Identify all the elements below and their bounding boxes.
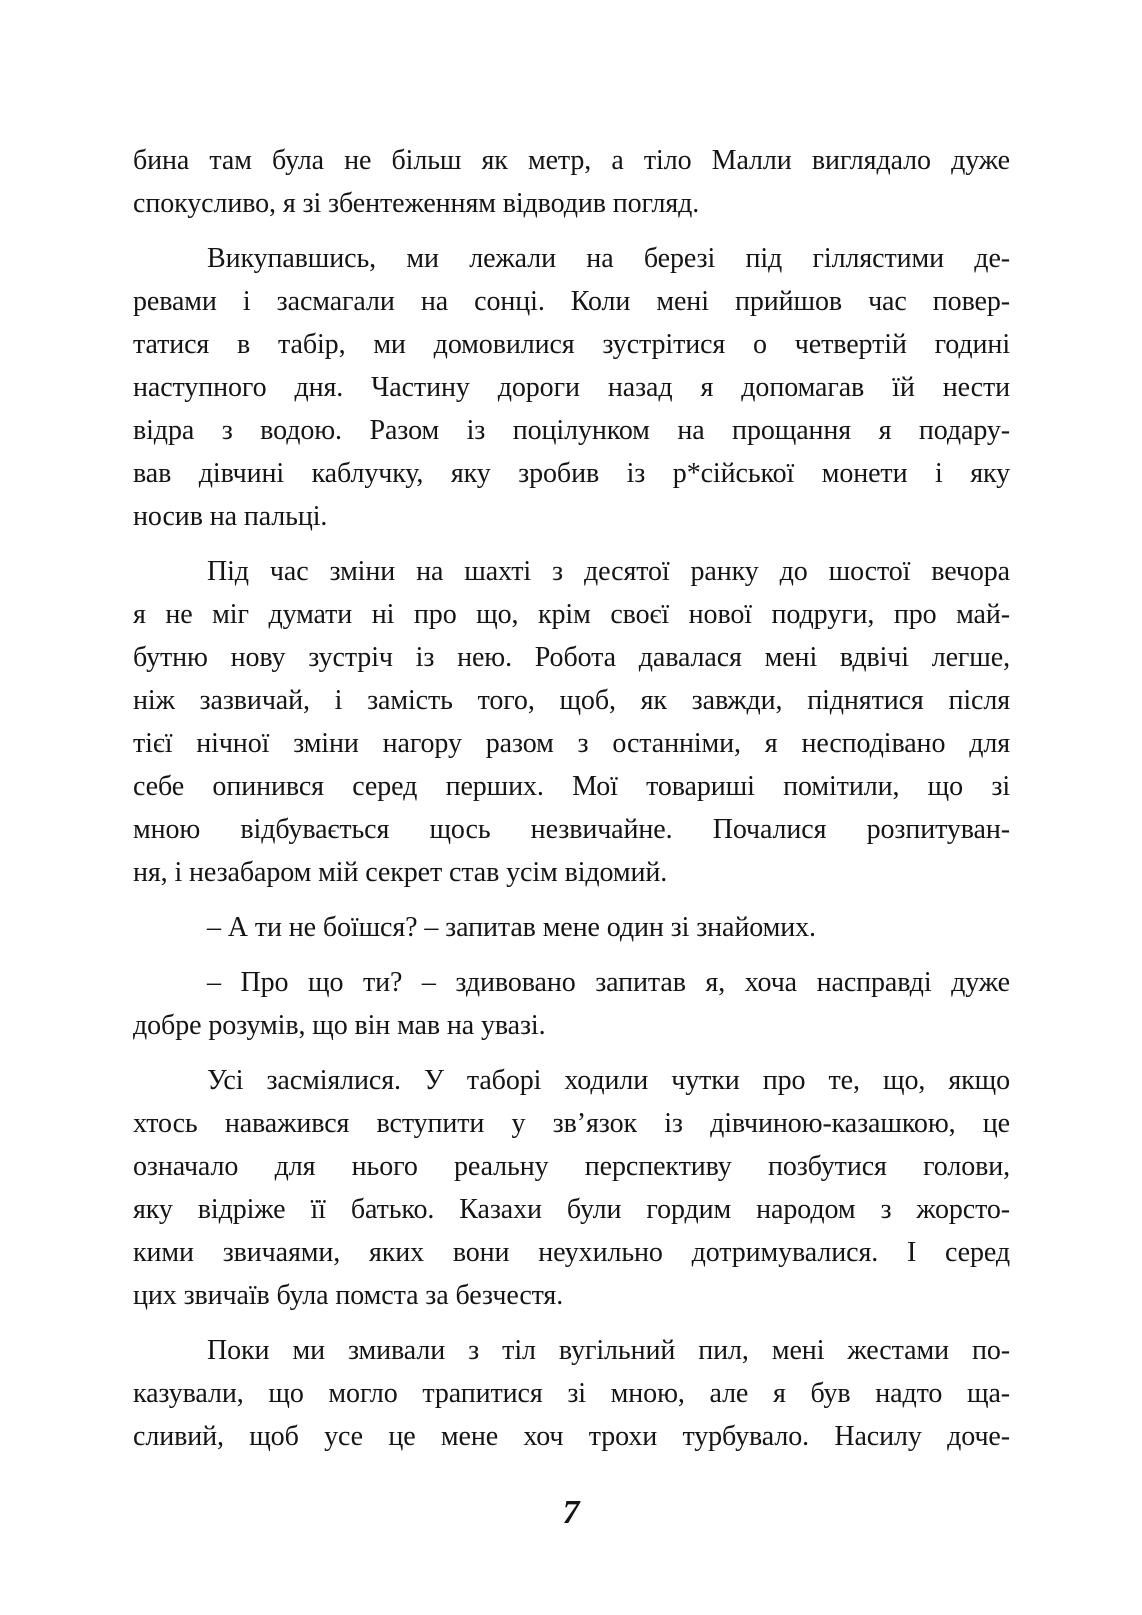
text-line: добре розумів, що він мав на увазі. (133, 1010, 546, 1041)
text-line: бутню нову зустріч із нею. Робота давалася мені вдвічі легше, (133, 642, 1010, 673)
text-line: ревами і засмагали на сонці. Коли мені прийшов час повер- (133, 286, 1010, 317)
paragraph (133, 237, 1010, 538)
text-line: Усі засміялися. У таборі ходили чутки про те, що, якщо (207, 1065, 1010, 1096)
paragraph (133, 550, 1010, 894)
text-line: ніж зазвичай, і замість того, щоб, як завжди, піднятися після (133, 685, 1010, 716)
text-line: кими звичаями, яких вони неухильно дотримувалися. І серед (133, 1237, 1010, 1268)
text-line: Поки ми змивали з тіл вугільний пил, мені жестами по- (207, 1335, 1010, 1366)
text-line: татися в табір, ми домовилися зустрітися о четвертій годині (133, 329, 1010, 360)
paragraph (133, 139, 1010, 225)
text-line: сливий, щоб усе це мене хоч трохи турбувало. Насилу доче- (133, 1421, 1010, 1452)
text-line: мною відбувається щось незвичайне. Почалися розпитуван- (133, 814, 1010, 845)
text-block (133, 139, 1010, 1470)
text-line: наступного дня. Частину дороги назад я допомагав їй нести (133, 372, 1010, 403)
page-number: 7 (562, 1494, 580, 1531)
paragraph (133, 961, 1010, 1047)
text-line: Викупавшись, ми лежали на березі під гіллястими де- (207, 243, 1010, 274)
text-line: тієї нічної зміни нагору разом з останніми, я несподівано для (133, 728, 1010, 759)
text-line: казували, що могло трапитися зі мною, але я був надто ща- (133, 1378, 1010, 1409)
text-line: носив на пальці. (133, 501, 328, 532)
paragraph (133, 1059, 1010, 1317)
text-line: – А ти не боїшся? – запитав мене один зі знайомих. (207, 912, 816, 943)
paragraph (133, 906, 1010, 949)
text-line: відра з водою. Разом із поцілунком на прощання я подару- (133, 415, 1010, 446)
text-line: означало для нього реальну перспективу позбутися голови, (133, 1151, 1010, 1182)
paragraph (133, 1329, 1010, 1458)
text-line: я не міг думати ні про що, крім своєї нової подруги, про май- (133, 599, 1010, 630)
text-line: яку відріже її батько. Казахи були гордим народом з жорсто- (133, 1194, 1010, 1225)
text-line: себе опинився серед перших. Мої товариші помітили, що зі (133, 771, 1010, 802)
text-line: спокусливо, я зі збентеженням відводив погляд. (133, 188, 700, 219)
text-line: ня, і незабаром мій секрет став усім відомий. (133, 857, 668, 888)
text-line: бина там була не більш як метр, а тіло Малли виглядало дуже (133, 145, 1010, 176)
text-line: Під час зміни на шахті з десятої ранку до шостої вечора (207, 556, 1010, 587)
text-line: хтось наважився вступити у зв’язок із дівчиною-казашкою, це (133, 1108, 1010, 1139)
text-line: цих звичаїв була помста за безчестя. (133, 1280, 564, 1311)
text-line: вав дівчині каблучку, яку зробив із р*сійської монети і яку (133, 458, 1010, 489)
text-line: – Про що ти? – здивовано запитав я, хоча насправді дуже (207, 967, 1010, 998)
